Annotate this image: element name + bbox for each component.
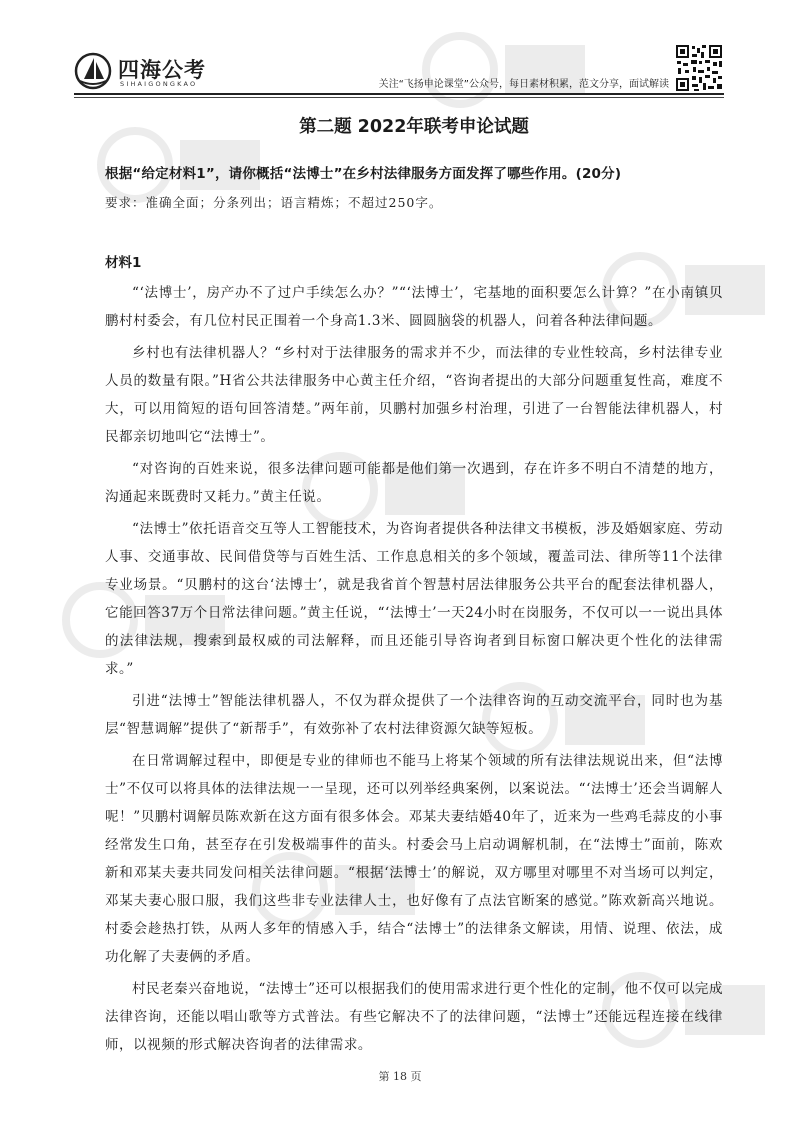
brand-logo — [74, 50, 224, 92]
brand-subtitle: SIHAIGONGKAO — [120, 80, 198, 88]
page-title: 第二题 2022年联考申论试题 — [299, 117, 529, 137]
material-paragraph: “‘法博士’，房产办不了过户手续怎么办？”“‘法博士’，宅基地的面积要怎么计算？”在小南镇贝鹏村村委会，有几位村民正围着一个身高1.3米、圆圆脑袋的机器人，问着各种法律问题。 — [105, 285, 723, 329]
sailboat-logo-icon — [74, 52, 114, 90]
brand-name: 四海公考 — [118, 58, 206, 82]
material-paragraph: 乡村也有法律机器人？“乡村对于法律服务的需求并不少，而法律的专业性较高，乡村法律专业人员的数量有限。”H省公共法律服务中心黄主任介绍，“咨询者提出的大部分问题重复性高，难度不大，可以用简短的语句回答清楚。”两年前，贝鹏村加强乡村治理，引进了一台智能法律机器人，村民都亲切地叫它“法博士”。 — [105, 345, 723, 445]
material-heading: 材料1 — [105, 255, 142, 271]
document-body — [105, 112, 723, 1059]
page-header — [0, 0, 800, 100]
answer-requirements: 要求：准确全面；分条列出；语言精炼；不超过250字。 — [105, 195, 443, 210]
question-prompt: 根据“给定材料1”，请你概括“法博士”在乡村法律服务方面发挥了哪些作用。(20分) — [105, 166, 622, 182]
material-paragraph: “对咨询的百姓来说，很多法律问题可能都是他们第一次遇到，存在许多不明白不清楚的地方，沟通起来既费时又耗力。”黄主任说。 — [105, 461, 723, 505]
qr-code-icon — [675, 44, 723, 92]
page-number: 第 18 页 — [378, 1070, 422, 1083]
material-paragraph: “法博士”依托语音交互等人工智能技术，为咨询者提供各种法律文书模板，涉及婚姻家庭、劳动人事、交通事故、民间借贷等与百姓生活、工作息息相关的多个领域，覆盖司法、律所等11个法律专业场景。“贝鹏村的这台‘法博士’，就是我省首个智慧村居法律服务公共平台的配套法律机器人，它能回答37万个日常法律问题。”黄主任说，“‘法博士’一天24小时在岗服务，不仅可以一一说出具体的法律法规，搜索到最权威的司法解释，而且还能引导咨询者到目标窗口解决更个性化的法律需求。” — [105, 521, 723, 677]
header-rule — [74, 93, 724, 95]
material-paragraph: 引进“法博士”智能法律机器人，不仅为群众提供了一个法律咨询的互动交流平台，同时也为基层“智慧调解”提供了“新帮手”，有效弥补了农村法律资源欠缺等短板。 — [105, 693, 723, 737]
material-paragraph: 在日常调解过程中，即便是专业的律师也不能马上将某个领域的所有法律法规说出来，但“法博士”不仅可以将具体的法律法规一一呈现，还可以列举经典案例，以案说法。“‘法博士’还会当调解人呢！”贝鹏村调解员陈欢新在这方面有很多体会。邓某夫妻结婚40年了，近来为一些鸡毛蒜皮的小事经常发生口角，甚至存在引发极端事件的苗头。村委会马上启动调解机制，在“法博士”面前，陈欢新和邓某夫妻共同发问相关法律问题。“根据‘法博士’的解说，双方哪里对哪里不对当场可以判定，邓某夫妻心服口服，我们这些非专业法律人士，也好像有了点法官断案的感觉。”陈欢新高兴地说。村委会趁热打铁，从两人多年的情感入手，结合“法博士”的法律条文解读，用情、说理、依法，成功化解了夫妻俩的矛盾。 — [105, 753, 723, 965]
material-paragraph: 村民老秦兴奋地说，“法博士”还可以根据我们的使用需求进行更个性化的定制，他不仅可以完成法律咨询，还能以唱山歌等方式普法。有些它解决不了的法律问题，“法博士”还能远程连接在线律师，以视频的形式解决咨询者的法律需求。 — [105, 981, 723, 1053]
header-tagline: 关注“飞扬申论课堂”公众号，每日素材积累，范文分享，面试解读 — [378, 79, 669, 90]
header-rule-thin — [74, 97, 724, 98]
